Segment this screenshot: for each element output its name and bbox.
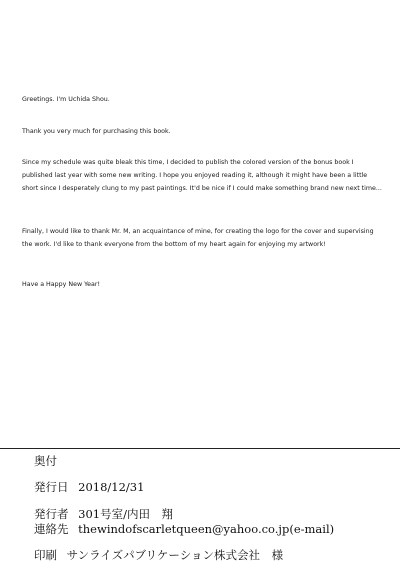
contact-email: thewindofscarletqueen@yahoo.co.jp(e-mail) (78, 522, 335, 536)
colophon-issuer-row (34, 506, 173, 522)
afterword-greeting: Greetings. I'm Uchida Shou. (22, 96, 110, 103)
date-label: 発行日 (34, 480, 69, 494)
printer-honorific: 様 (271, 548, 284, 562)
colophon-printer-row (34, 547, 283, 563)
afterword-acknowledgement-paragraph: Finally, I would like to thank Mr. M, an acquaintance of mine, for creating the logo for the cover and supervising the work. I'd like to thank everyone from the bottom of my heart again for enjoying my artwork! (22, 228, 374, 248)
colophon-date-row (34, 479, 144, 495)
afterword-schedule-paragraph: Since my schedule was quite bleak this time, I decided to publish the colored version of the bonus book I published last year with some new writing. I hope you enjoyed reading it, although it might have been a little short since I desperately clung to my past paintings. It'd be nice if I could make something brand new next time... (22, 159, 382, 192)
issuer-label: 発行者 (34, 507, 69, 521)
afterword-new-year-wish: Have a Happy New Year! (22, 281, 100, 288)
colophon-heading: 奥付 (34, 454, 57, 468)
printer-name: サンライズパブリケーション株式会社 (66, 548, 260, 562)
issuer-value: 301号室/内田 翔 (78, 507, 173, 521)
printer-label: 印刷 (34, 548, 57, 562)
contact-label: 連絡先 (34, 522, 69, 536)
colophon-divider (0, 448, 400, 449)
date-value: 2018/12/31 (78, 480, 145, 494)
colophon-contact-row (34, 521, 334, 537)
afterword-thanks: Thank you very much for purchasing this book. (22, 128, 171, 135)
